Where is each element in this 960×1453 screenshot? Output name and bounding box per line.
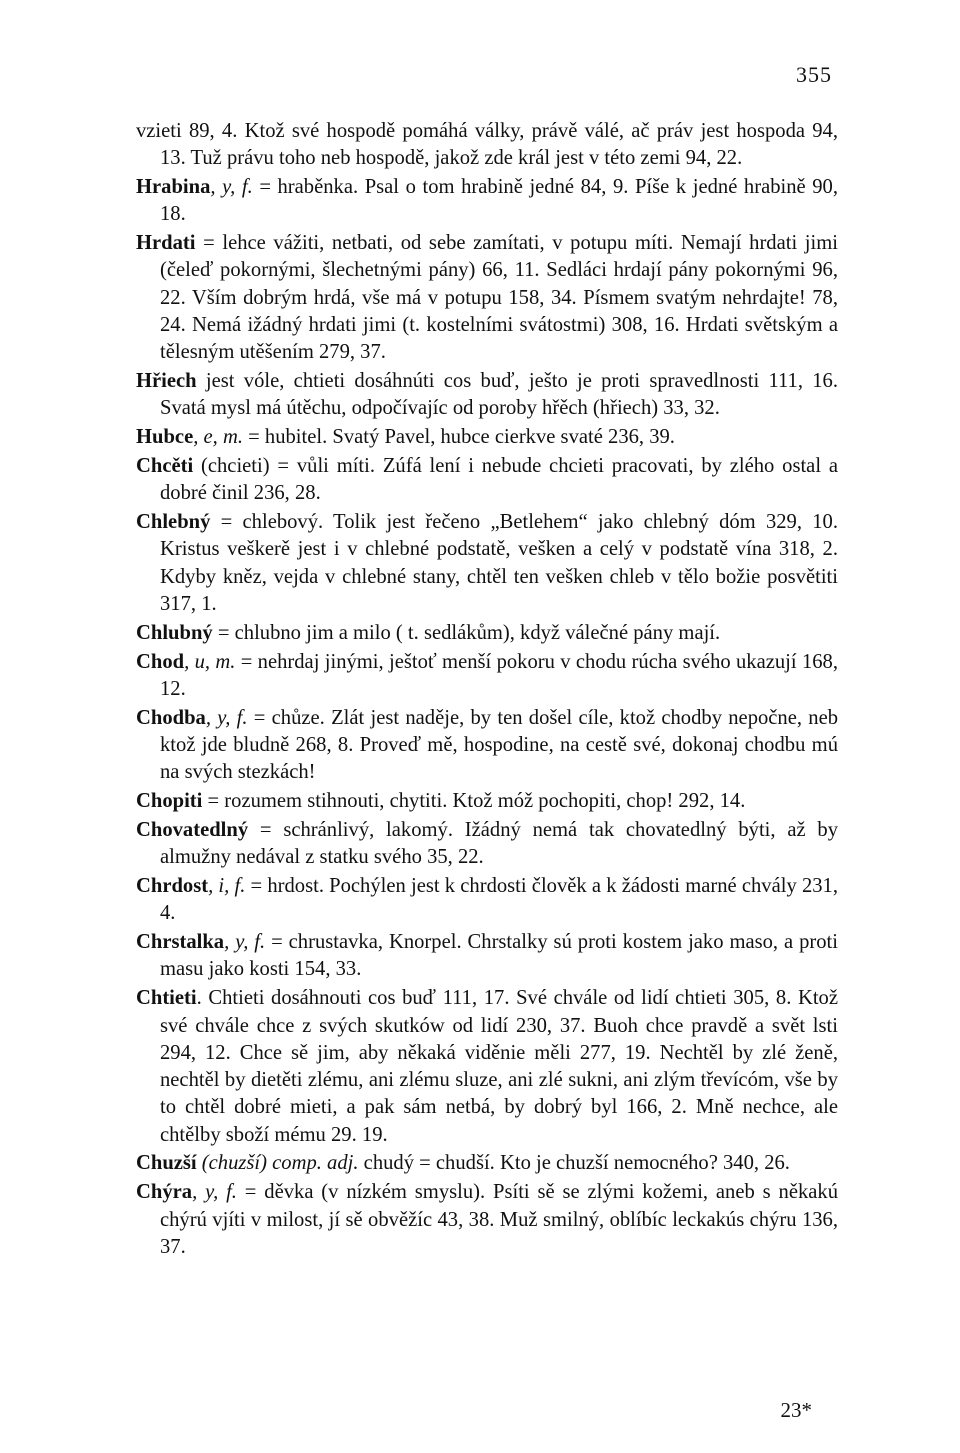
entry-headword: Hrabina: [136, 176, 211, 199]
entry-headword: Chopiti: [136, 790, 203, 813]
entry-grammar: , y, f.: [224, 931, 266, 954]
entry-grammar: , e, m.: [193, 426, 243, 449]
entry-text: jest vóle, chtieti dosáhnúti cos buď, ješto je proti spravedlnosti 111, 16. Svatá mysl má útěchu, odpočívajíc od poroby hřěch (hřiech) 33, 32.: [160, 370, 838, 420]
entry-text: = lehce vážiti, netbati, od sebe zamítati, v potupu míti. Nemají hrdati jimi (čeleď pokornými, šlechetnými pány) 66, 11. Sedláci hrdají pány pokornými 96, 22. Vším dobrým hrdá, vše má v potupu 158, 34. Písmem svatým nehrdajte! 78, 24. Nemá ižádný hrdati jimi (t. kostelními svátostmi) 308, 16. Hrdati světským a tělesným utěšením 279, 37.: [160, 232, 838, 364]
entry-text: . Chtieti dosáhnouti cos buď 111, 17. Své chvále od lidí chtieti 305, 8. Ktož své chvále chce z svých skutków od lidí 230, 37. Buoh chce pravdě a svět lsti 294, 12. Chce sě jim, aby někaká viděnie měli 277, 19. Nechtěl by zlé ženě, nechtěl by dietěti zlému, ani zlému sluze, ani zlé sukni, ani zlým třevícóm, vše by to chtěl dobré mieti, a pak sám netbá, by dobrý byl 166, 2. Mně nechce, ale chtělby sboží mému 29. 19.: [160, 987, 838, 1146]
dictionary-entries: [136, 118, 838, 1263]
entry-text: = chůze. Zlát jest naděje, by ten došel cíle, ktož chodby nepočne, neb ktož jde bludně 268, 8. Proveď mě, hospodine, na cestě své, dokonaj chodbu mú na svých stezkách!: [160, 706, 839, 784]
entry-text: = schránlivý, lakomý. Ižádný nemá tak chovatedlný býti, až by almužny nedával z statku svého 35, 22.: [160, 818, 838, 869]
dictionary-entry: [136, 509, 838, 618]
entry-grammar: , y, f.: [210, 176, 253, 199]
entry-text: = nehrdaj jinými, ještoť menší pokoru v chodu rúcha svého ukazují 168, 12.: [160, 650, 838, 700]
entry-grammar: (chuzší) comp. adj.: [196, 1152, 359, 1175]
dictionary-entry: [136, 620, 838, 647]
dictionary-entry: [136, 453, 838, 508]
entry-headword: Chtieti: [136, 987, 197, 1010]
dictionary-entry: [136, 817, 838, 872]
entry-text: = chlubno jim a milo ( t. sedlákům), když válečné pány mají.: [212, 621, 721, 644]
entry-headword: Chuzší: [136, 1152, 197, 1175]
entry-text: = rozumem stihnouti, chytiti. Ktož móž pochopiti, chop! 292, 14.: [202, 790, 746, 813]
entry-text: = hrdost. Pochýlen jest k chrdosti člověk a k žádosti marné chvály 231, 4.: [160, 875, 838, 925]
entry-grammar: , i, f.: [208, 875, 246, 898]
entry-grammar: , y, f.: [205, 706, 248, 729]
dictionary-entry: [136, 788, 838, 815]
dictionary-entry: [136, 424, 838, 451]
entry-text: = chlebový. Tolik jest řečeno „Betlehem“ jako chlebný dóm 329, 10. Kristus veškerě jest i v chlebné podstatě, vešken a celý v podstatě vína 318, 2. Kdyby kněz, vejda v chlebné stany, chtěl ten vešken chleb v tělo božie posvětiti 317, 1.: [160, 511, 838, 616]
entry-headword: Chlubný: [136, 621, 213, 644]
entry-headword: Hřiech: [136, 370, 197, 393]
entry-headword: Chovatedlný: [136, 818, 249, 841]
dictionary-entry: [136, 985, 838, 1149]
dictionary-entry: [136, 118, 838, 173]
page-number: 355: [796, 62, 832, 87]
entry-headword: Chrdost: [136, 875, 209, 898]
dictionary-entry: [136, 929, 838, 984]
entry-text: (chcieti) = vůli míti. Zúfá lení i nebude chcieti pracovati, by zlého ostal a dobré činil 236, 28.: [160, 455, 838, 505]
dictionary-entry: [136, 230, 838, 366]
entry-headword: Chýra: [136, 1181, 193, 1204]
dictionary-entry: [136, 649, 838, 704]
entry-grammar: , u, m.: [184, 650, 236, 673]
printer-signature-mark: 23*: [780, 1398, 812, 1422]
dictionary-entry: [136, 873, 838, 928]
dictionary-entry: [136, 1179, 838, 1261]
entry-grammar: , y, f.: [192, 1181, 237, 1204]
entry-text: = děvka (v nízkém smyslu). Psíti sě se zlými kožemi, aneb s někakú chýrú vjíti v milost, jí sě obvěžíc 43, 38. Muž smilný, oblíbíc leckakús chýru 136, 37.: [160, 1181, 838, 1258]
entry-text: = hraběnka. Psal o tom hrabině jedné 84, 9. Píše k jedné hrabině 90, 18.: [160, 176, 838, 226]
dictionary-entry: [136, 174, 838, 229]
entry-headword: Hrdati: [136, 232, 196, 255]
entry-headword: Chcěti: [136, 455, 194, 478]
entry-headword: Chrstalka: [136, 931, 225, 954]
entry-text: = hubitel. Svatý Pavel, hubce cierkve svaté 236, 39.: [242, 426, 675, 449]
entry-headword: Chlebný: [136, 511, 211, 534]
entry-text: = chrustavka, Knorpel. Chrstalky sú proti kostem jako maso, a proti masu jako kosti 154, 33.: [160, 931, 839, 981]
entry-headword: Hubce: [136, 426, 194, 449]
entry-text: vzieti 89, 4. Ktož své hospodě pomáhá války, právě válé, ač práv jest hospoda 94, 13. Tuž právu toho neb hospodě, jakož zde král jest v této zemi 94, 22.: [136, 120, 838, 170]
entry-headword: Chodba: [136, 706, 206, 729]
entry-text: chudý = chudší. Kto je chuzší nemocného? 340, 26.: [358, 1152, 790, 1175]
entry-headword: Chod: [136, 650, 185, 673]
dictionary-entry: [136, 705, 838, 787]
dictionary-entry: [136, 368, 838, 423]
dictionary-entry: [136, 1150, 838, 1177]
